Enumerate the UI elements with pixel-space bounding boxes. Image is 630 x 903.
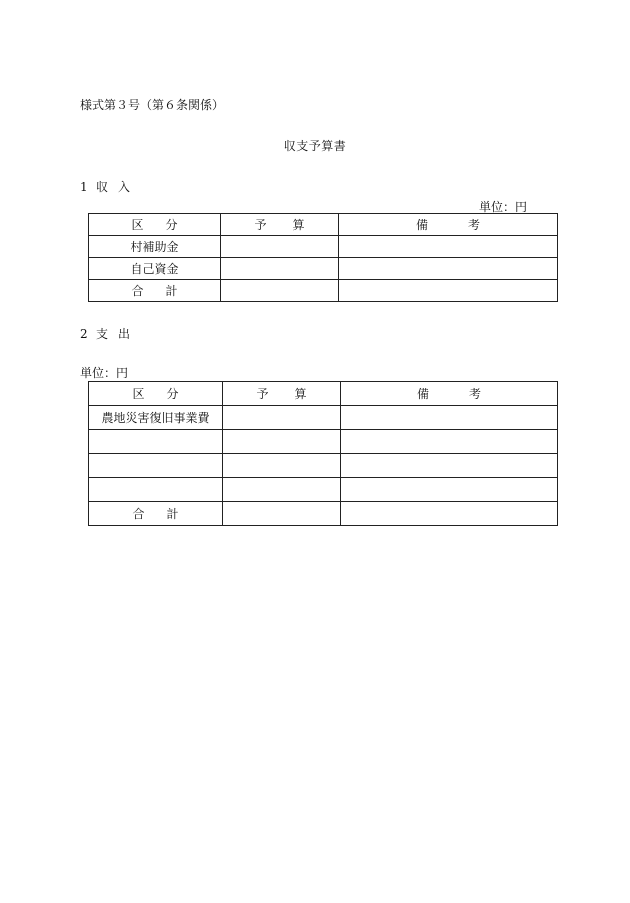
expense-header-category: 区分 <box>89 382 223 406</box>
income-table <box>88 213 558 302</box>
form-number: 様式第３号（第６条関係） <box>80 98 225 112</box>
expense-section-heading <box>80 325 140 342</box>
table-row <box>89 236 558 258</box>
table-row <box>89 478 558 502</box>
expense-budget-cell[interactable] <box>223 478 341 502</box>
expense-unit-label: 単位：円 <box>80 366 129 380</box>
expense-category-cell: 農地災害復旧事業費 <box>89 406 223 430</box>
table-row <box>89 454 558 478</box>
expense-category-cell[interactable] <box>89 478 223 502</box>
income-budget-cell[interactable] <box>221 236 339 258</box>
income-total-budget-cell[interactable] <box>221 280 339 302</box>
expense-budget-cell[interactable] <box>223 406 341 430</box>
income-category-cell: 自己資金 <box>89 258 221 280</box>
income-header-remarks: 備考 <box>339 214 558 236</box>
table-row <box>89 430 558 454</box>
income-budget-cell[interactable] <box>221 258 339 280</box>
document-title: 収支予算書 <box>283 139 347 153</box>
expense-remarks-cell[interactable] <box>341 478 558 502</box>
table-row <box>89 258 558 280</box>
expense-budget-cell[interactable] <box>223 454 341 478</box>
income-header-category: 区分 <box>89 214 221 236</box>
income-section-heading <box>80 178 140 195</box>
income-header-budget: 予算 <box>221 214 339 236</box>
expense-header-row <box>89 382 558 406</box>
expense-budget-cell[interactable] <box>223 430 341 454</box>
expense-section-label: 支出 <box>96 327 141 341</box>
expense-category-cell[interactable] <box>89 430 223 454</box>
expense-remarks-cell[interactable] <box>341 406 558 430</box>
income-section-number: 1 <box>80 180 88 194</box>
income-remarks-cell[interactable] <box>339 236 558 258</box>
income-header-row <box>89 214 558 236</box>
income-remarks-cell[interactable] <box>339 258 558 280</box>
expense-total-label: 合計 <box>89 502 223 526</box>
table-row <box>89 406 558 430</box>
income-section-label: 収入 <box>96 180 141 194</box>
expense-category-cell[interactable] <box>89 454 223 478</box>
expense-remarks-cell[interactable] <box>341 430 558 454</box>
income-total-remarks-cell[interactable] <box>339 280 558 302</box>
expense-table <box>88 381 558 526</box>
expense-header-remarks: 備考 <box>341 382 558 406</box>
expense-section-number: 2 <box>80 327 88 341</box>
income-category-cell: 村補助金 <box>89 236 221 258</box>
income-unit-label: 単位：円 <box>478 200 527 214</box>
income-total-row <box>89 280 558 302</box>
expense-total-budget-cell[interactable] <box>223 502 341 526</box>
expense-total-remarks-cell[interactable] <box>341 502 558 526</box>
expense-total-row <box>89 502 558 526</box>
income-total-label: 合計 <box>89 280 221 302</box>
expense-remarks-cell[interactable] <box>341 454 558 478</box>
expense-header-budget: 予算 <box>223 382 341 406</box>
